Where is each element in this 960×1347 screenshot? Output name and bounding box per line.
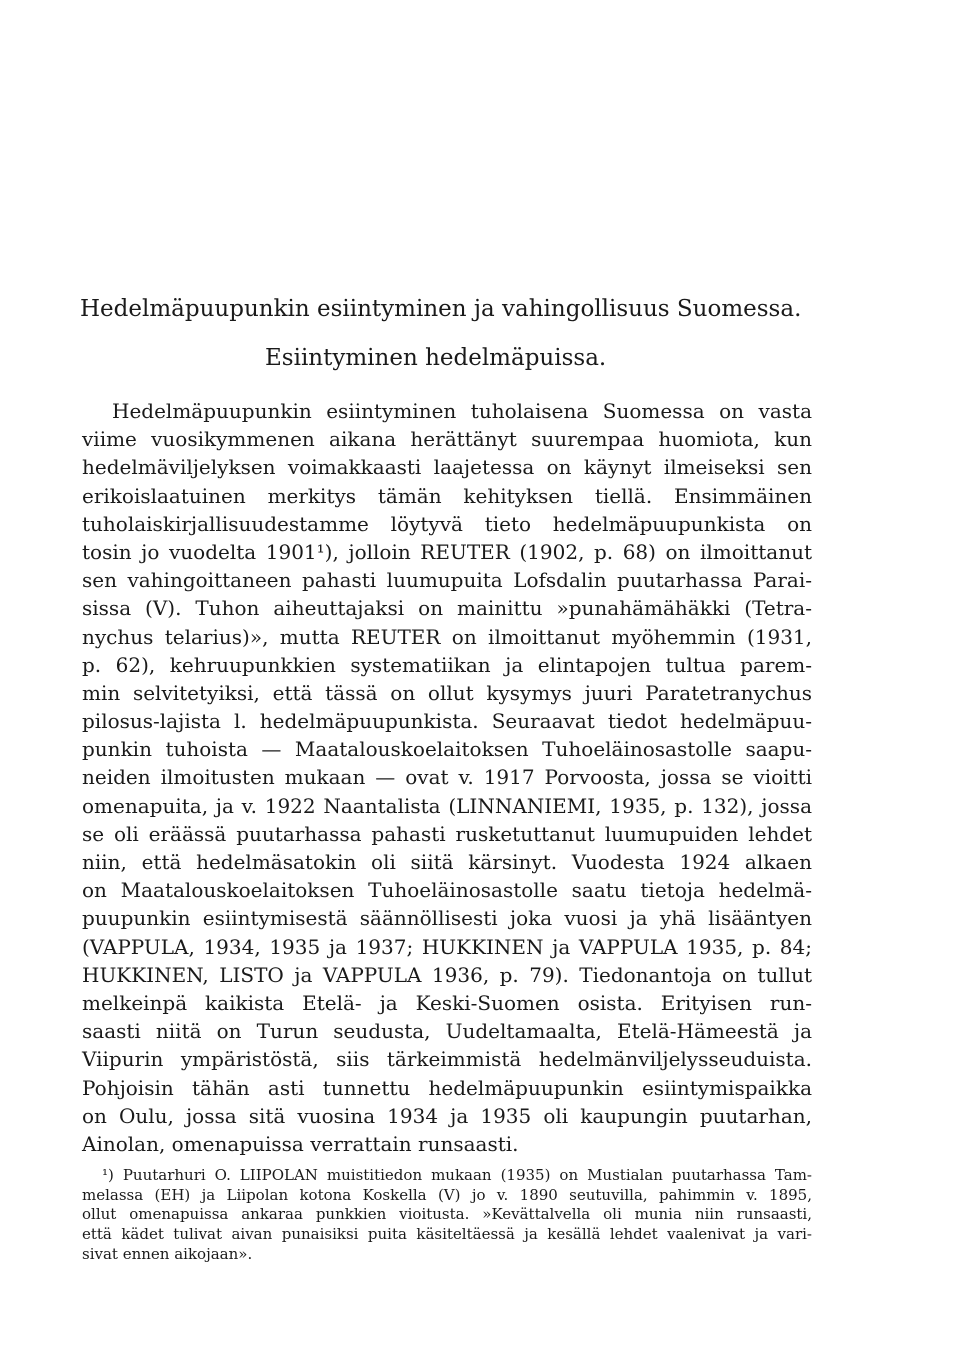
body-line: p. 62), kehruupunkkien systematiikan ja elintapojen tultua parem- [82,652,812,677]
body-line: (VAPPULA, 1934, 1935 ja 1937; HUKKINEN ja VAPPULA 1935, p. 84; [82,934,812,959]
body-line: Pohjoisin tähän asti tunnettu hedelmäpuupunkin esiintymispaikka [82,1075,812,1100]
document-title: Hedelmäpuupunkin esiintyminen ja vahingollisuus Suomessa. [80,296,802,322]
body-line: viime vuosikymmenen aikana herättänyt suurempaa huomiota, kun [82,427,812,452]
body-line: neiden ilmoitusten mukaan — ovat v. 1917 Porvoosta, jossa se vioitti [82,765,812,790]
body-line: niin, että hedelmäsatokin oli siitä kärsinyt. Vuodesta 1924 alkaen [82,850,812,874]
body-line: sen vahingoittaneen pahasti luumupuita Lofsdalin puutarhassa Parai- [82,568,812,593]
footnote-line: ollut omenapuissa ankaraa punkkien vioitusta. »Kevättalvella oli munia niin runsaasti, [82,1205,812,1224]
body-line: sissa (V). Tuhon aiheuttajaksi on mainittu »punahämähäkki (Tetra- [82,596,812,621]
body-line: se oli eräässä puutarhassa pahasti rusketuttanut luumupuiden lehdet [82,821,812,846]
body-line: Hedelmäpuupunkin esiintyminen tuholaisena Suomessa on vasta [112,399,812,423]
footnote-line: melassa (EH) ja Liipolan kotona Koskella (V) jo v. 1890 seutuvilla, pahimmin v. 1895, [82,1185,812,1204]
body-line: erikoislaatuinen merkitys tämän kehityksen tiellä. Ensimmäinen [82,483,812,508]
body-line: melkeinpä kaikista Etelä- ja Keski-Suomen osista. Erityisen run- [82,990,812,1015]
body-line: Ainolan, omenapuissa verrattain runsaasti. [82,1131,519,1156]
body-line: punkin tuhoista — Maatalouskoelaitoksen Tuhoeläinosastolle saapu- [82,737,812,762]
section-heading: Esiintyminen hedelmäpuissa. [265,345,607,371]
footnote-line: että kädet tulivat aivan punaisiksi puita käsiteltäessä ja kesällä lehdet vaalenivat ja vari- [82,1225,812,1244]
body-line: Viipurin ympäristöstä, siis tärkeimmistä hedelmänviljelysseuduista. [82,1047,812,1072]
body-line: on Maatalouskoelaitoksen Tuhoeläinosastolle saatu tietoja hedelmä- [82,878,812,903]
body-line: tuholaiskirjallisuudestamme löytyvä tieto hedelmäpuupunkista on [82,511,812,536]
body-line: pilosus-lajista l. hedelmäpuupunkista. Seuraavat tiedot hedelmäpuu- [82,709,812,734]
body-paragraph [82,397,812,1158]
body-line: saasti niitä on Turun seudusta, Uudeltamaalta, Etelä-Hämeestä ja [82,1019,812,1044]
body-line: min selvitetyiksi, että tässä on ollut kysymys juuri Paratetranychus [82,680,812,705]
footnote-line: sivat ennen aikojaan». [82,1244,253,1263]
body-line: omenapuita, ja v. 1922 Naantalista (LINNANIEMI, 1935, p. 132), jossa [82,793,812,818]
footnote [82,1166,812,1264]
body-line: nychus telarius)», mutta REUTER on ilmoittanut myöhemmin (1931, [82,624,812,649]
body-line: hedelmäviljelyksen voimakkaasti laajetessa on käynyt ilmeiseksi sen [82,455,812,480]
body-line: HUKKINEN, LISTO ja VAPPULA 1936, p. 79). Tiedonantoja on tullut [82,962,812,987]
body-line: puupunkin esiintymisestä säännöllisesti joka vuosi ja yhä lisääntyen [82,906,812,931]
body-line: on Oulu, jossa sitä vuosina 1934 ja 1935 oli kaupungin puutarhan, [82,1103,812,1128]
body-line: tosin jo vuodelta 1901¹), jolloin REUTER (1902, p. 68) on ilmoittanut [82,539,812,564]
footnote-line: ¹) Puutarhuri O. LIIPOLAN muistitiedon mukaan (1935) on Mustialan puutarhassa Tam- [102,1166,812,1184]
